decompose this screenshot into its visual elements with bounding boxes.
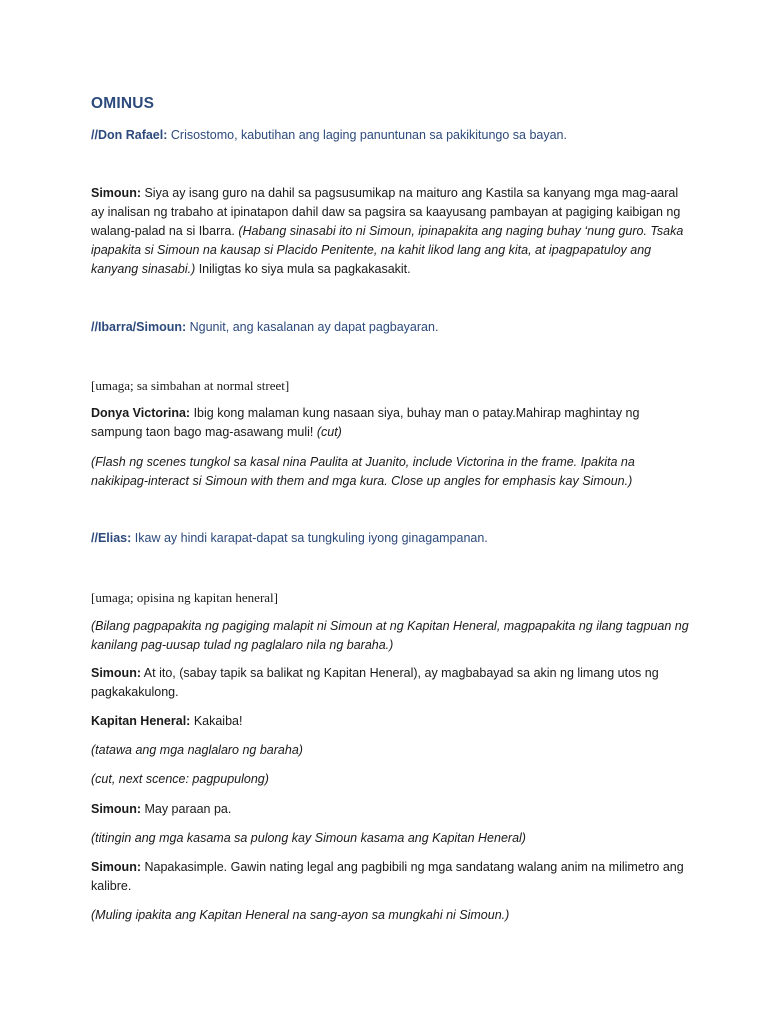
dialogue-text: Iniligtas ko siya mula sa pagkakasakit.: [195, 262, 411, 276]
scene-heading-simbahan: [umaga; sa simbahan at normal street]: [91, 378, 290, 393]
dialogue-text: Napakasimple. Gawin nating legal ang pagbibili ng mga sandatang walang anim na milimetro ang kalibre.: [91, 860, 684, 893]
stage-direction: (cut): [313, 425, 342, 439]
speaker-label: //Ibarra/Simoun:: [91, 320, 187, 334]
stage-direction-titingin: (titingin ang mga kasama sa pulong kay Simoun kasama ang Kapitan Heneral): [91, 831, 526, 845]
dialogue-text: Ikaw ay hindi karapat-dapat sa tungkuling iyong ginagampanan.: [131, 531, 488, 545]
stage-direction: (Habang sinasabi ito ni Simoun, ipinapakita ang naging buhay ‘nung guro. Tsaka ipapakita si Simoun na kausap si Placido Penitente, na kahit likod lang ang kita, at ipagpapatuloy ang kanyang sinasabi.): [91, 224, 684, 276]
speaker-label: //Elias:: [91, 531, 132, 545]
dialogue-text: At ito, (sabay tapik sa balikat ng Kapitan Heneral), ay magbabayad sa akin ng limang utos ng pagkakakulong.: [91, 666, 659, 699]
dialogue-text: Crisostomo, kabutihan ang laging panuntunan sa pakikitungo sa bayan.: [167, 128, 567, 142]
line-simoun-paraan: [91, 800, 691, 819]
speaker-label: Kapitan Heneral:: [91, 714, 191, 728]
document-title: OMINUS: [91, 95, 155, 112]
speaker-label: Simoun:: [91, 802, 141, 816]
dialogue-text: Siya ay isang guro na dahil sa pagsusumikap na maituro ang Kastila sa kanyang mga mag-aaral ay inalisan ng trabaho at ipinatapon dahil daw sa pagsira sa kaayusang pambayan at pagiging kaibigan ng walang-palad na si Ibarra.: [91, 186, 681, 238]
line-elias: [91, 529, 691, 548]
speaker-label: //Don Rafael:: [91, 128, 168, 142]
paragraph-simoun-simple: [91, 858, 691, 896]
paragraph-donya-victorina: [91, 404, 691, 442]
speaker-label: Donya Victorina:: [91, 406, 191, 420]
stage-direction-next-scene: (cut, next scence: pagpupulong): [91, 772, 269, 786]
speaker-label: Simoun:: [91, 860, 141, 874]
paragraph-simoun-guro: [91, 184, 691, 279]
line-ibarra-simoun: [91, 318, 691, 337]
dialogue-text: Ngunit, ang kasalanan ay dapat pagbayaran.: [186, 320, 439, 334]
scene-heading-opisina: [umaga; opisina ng kapitan heneral]: [91, 590, 278, 605]
line-kapitan-heneral: [91, 712, 691, 731]
stage-direction-flash-scenes: (Flash ng scenes tungkol sa kasal nina Paulita at Juanito, include Victorina in the frame. Ipakita na nakikipag-interact si Simoun with them and mga kura. Close up angles for emphasis kay Simoun.): [91, 455, 635, 488]
speaker-label: Simoun:: [91, 666, 141, 680]
line-don-rafael: [91, 126, 691, 145]
dialogue-text: Ibig kong malaman kung nasaan siya, buhay man o patay.Mahirap maghintay ng sampung taon bago mag-asawang muli!: [91, 406, 640, 439]
stage-direction-baraha: (Bilang pagpapakita ng pagiging malapit ni Simoun at ng Kapitan Heneral, magpapakita ng ilang tagpuan ng kanilang pag-uusap tulad ng paglalaro nila ng baraha.): [91, 619, 689, 652]
paragraph-simoun-tapik: [91, 664, 691, 702]
dialogue-text: Kakaiba!: [190, 714, 243, 728]
speaker-label: Simoun:: [91, 186, 141, 200]
stage-direction-sang-ayon: (Muling ipakita ang Kapitan Heneral na sang-ayon sa mungkahi ni Simoun.): [91, 908, 510, 922]
dialogue-text: May paraan pa.: [141, 802, 232, 816]
stage-direction-tatawa: (tatawa ang mga naglalaro ng baraha): [91, 743, 303, 757]
